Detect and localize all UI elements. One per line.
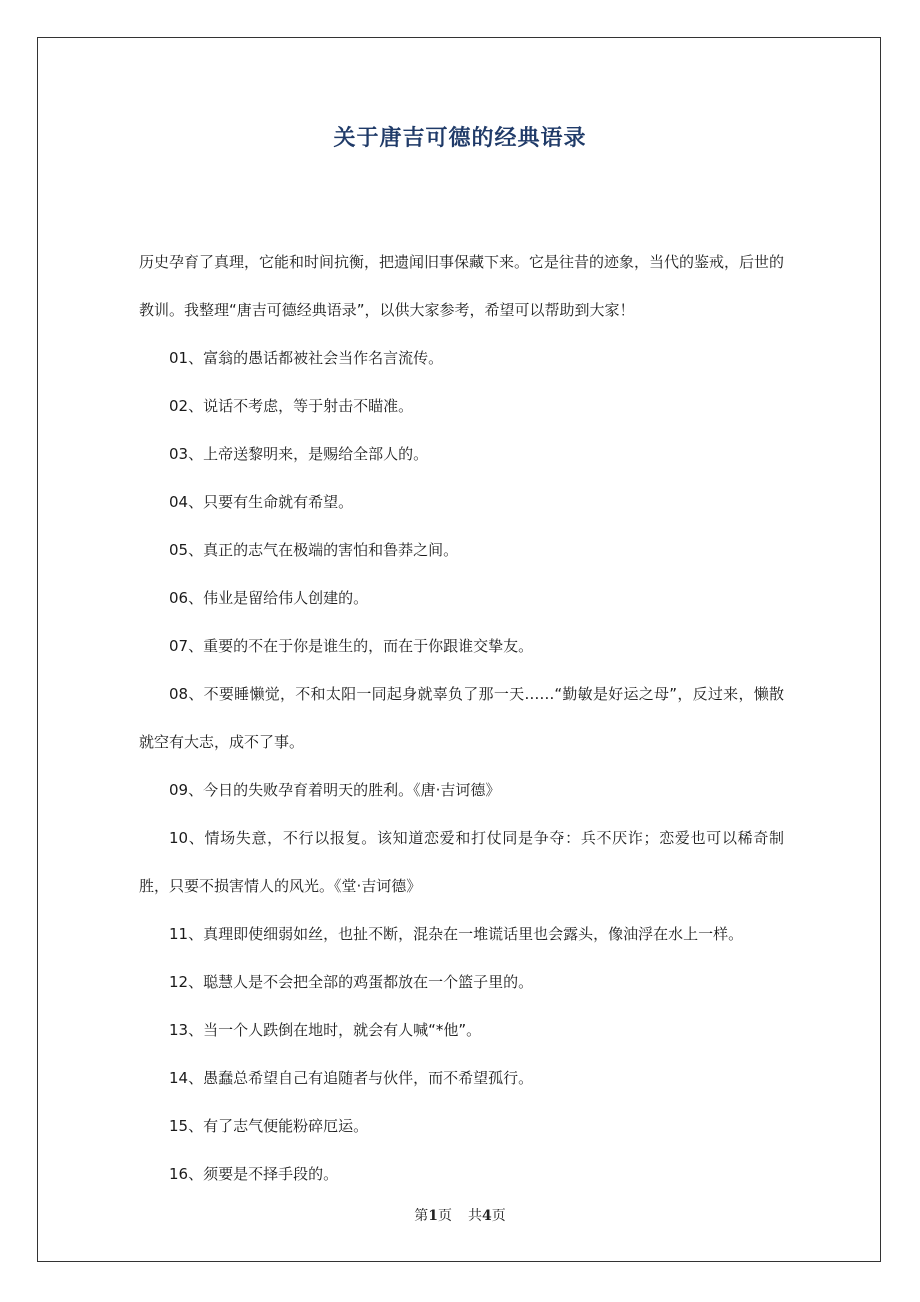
quote-item-10: 10、情场失意，不行以报复。该知道恋爱和打仗同是争夺：兵不厌诈；恋爱也可以稀奇制胜，只要不损害情人的风光。《堂·吉诃德》 [139, 829, 784, 895]
quote-item-01: 01、富翁的愚话都被社会当作名言流传。 [169, 349, 444, 367]
document-title: 关于唐吉可德的经典语录 [333, 126, 587, 151]
page-total: 4 [482, 1208, 492, 1224]
page-prefix: 第 [414, 1208, 429, 1224]
quote-item-06: 06、伟业是留给伟人创建的。 [169, 589, 369, 607]
quote-item-12: 12、聪慧人是不会把全部的鸡蛋都放在一个篮子里的。 [169, 973, 534, 991]
quote-item-04: 04、只要有生命就有希望。 [169, 493, 354, 511]
quote-item-13: 13、当一个人跌倒在地时，就会有人喊“*他”。 [169, 1021, 482, 1039]
quote-item-09: 09、今日的失败孕育着明天的胜利。《唐·吉诃德》 [169, 781, 501, 799]
document-body [139, 238, 784, 1198]
quote-item-14: 14、愚蠢总希望自己有追随者与伙伴，而不希望孤行。 [169, 1069, 534, 1087]
quote-item-16: 16、须要是不择手段的。 [169, 1165, 339, 1183]
quote-item-05: 05、真正的志气在极端的害怕和鲁莽之间。 [169, 541, 459, 559]
page-suffix: 页 [438, 1208, 452, 1224]
quote-item-08: 08、不要睡懒觉，不和太阳一同起身就辜负了那一天……“勤敏是好运之母”，反过来，懒散就空有大志，成不了事。 [139, 685, 784, 751]
page-footer [0, 1205, 920, 1225]
quote-item-07: 07、重要的不在于你是谁生的，而在于你跟谁交挚友。 [169, 637, 534, 655]
intro-paragraph: 历史孕育了真理，它能和时间抗衡，把遗闻旧事保藏下来。它是往昔的迹象，当代的鉴戒，后世的教训。我整理“唐吉可德经典语录”，以供大家参考，希望可以帮助到大家！ [139, 253, 785, 319]
quote-item-15: 15、有了志气便能粉碎厄运。 [169, 1117, 369, 1135]
quote-item-02: 02、说话不考虑，等于射击不瞄准。 [169, 397, 414, 415]
quote-item-03: 03、上帝送黎明来，是赐给全部人的。 [169, 445, 429, 463]
page-current: 1 [428, 1208, 438, 1224]
quote-item-11: 11、真理即使细弱如丝，也扯不断，混杂在一堆谎话里也会露头，像油浮在水上一样。 [169, 925, 744, 943]
total-suffix: 页 [491, 1208, 506, 1224]
total-prefix: 共 [468, 1208, 482, 1224]
